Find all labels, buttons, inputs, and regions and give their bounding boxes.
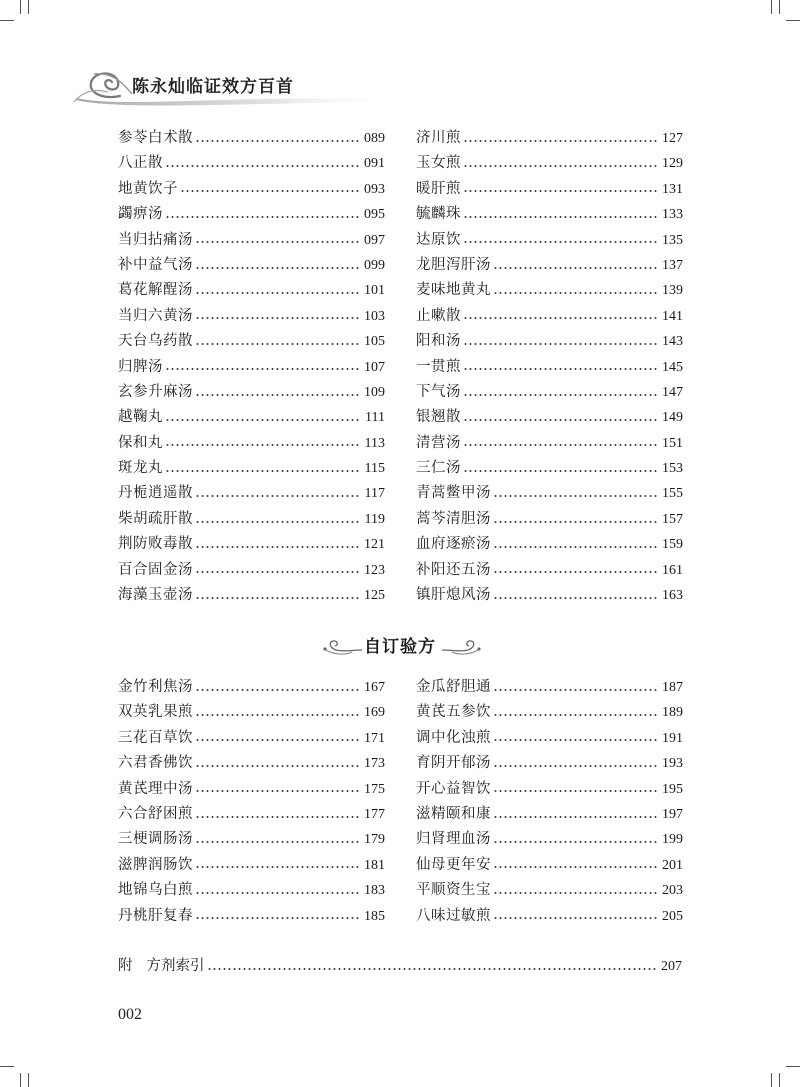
toc-entry-title: 补阳还五汤 bbox=[416, 561, 491, 578]
crop-mark-top-left-v bbox=[20, 0, 21, 14]
toc-entry-title: 阳和汤 bbox=[416, 333, 461, 350]
toc-entry[interactable] bbox=[416, 329, 683, 354]
toc-entry[interactable] bbox=[416, 304, 683, 329]
toc-entry[interactable] bbox=[118, 126, 385, 151]
toc-entry-title: 参苓白术散 bbox=[118, 130, 193, 146]
dot-leader bbox=[493, 495, 658, 497]
dot-leader bbox=[493, 892, 658, 894]
toc-entry-page: 139 bbox=[662, 283, 683, 299]
toc-entry-title: 当归拈痛汤 bbox=[118, 231, 193, 248]
toc-entry-title: 六合舒困煎 bbox=[118, 805, 193, 822]
toc-entry-title: 葛花解酲汤 bbox=[118, 282, 193, 299]
toc-entry[interactable] bbox=[416, 827, 683, 852]
dot-leader bbox=[195, 292, 360, 294]
toc-entry-page: 193 bbox=[662, 756, 683, 772]
dot-leader bbox=[493, 765, 658, 767]
toc-entry[interactable] bbox=[416, 456, 683, 481]
appendix-entry[interactable] bbox=[118, 954, 682, 979]
toc-entry[interactable] bbox=[416, 431, 683, 456]
toc-entry-page: 183 bbox=[364, 883, 385, 899]
toc-entry-title: 丹桃肝复春 bbox=[118, 907, 193, 924]
toc-entry-title: 麦味地黄丸 bbox=[416, 282, 491, 299]
toc-entry-page: 127 bbox=[662, 131, 683, 146]
dot-leader bbox=[195, 546, 360, 548]
toc-left-column bbox=[118, 126, 385, 608]
toc-entry-title: 龙胆泻肝汤 bbox=[416, 256, 491, 273]
crop-mark-top-left-v2 bbox=[28, 0, 29, 14]
toc-entry-page: 205 bbox=[662, 908, 683, 924]
crop-mark-bottom-left-v bbox=[20, 1073, 21, 1087]
toc-entry-title: 金竹利焦汤 bbox=[118, 679, 193, 695]
toc-entry-title: 越鞠丸 bbox=[118, 409, 163, 426]
toc-entry[interactable] bbox=[416, 878, 683, 903]
toc-entry-title: 一贯煎 bbox=[416, 358, 461, 375]
toc-entry-page: 123 bbox=[364, 562, 385, 578]
dot-leader bbox=[195, 714, 360, 716]
toc-entry-page: 167 bbox=[364, 680, 385, 695]
toc-entry-title: 玉女煎 bbox=[416, 155, 461, 172]
dot-leader bbox=[463, 241, 658, 243]
toc-entry-title: 八味过敏煎 bbox=[416, 907, 491, 924]
toc-entry[interactable] bbox=[118, 700, 385, 725]
dot-leader bbox=[493, 521, 658, 523]
toc-entry-title: 蒿芩清胆汤 bbox=[416, 510, 491, 527]
toc-entry[interactable] bbox=[118, 329, 385, 354]
toc-entry-page: 159 bbox=[662, 537, 683, 553]
toc-entry-title: 暖肝煎 bbox=[416, 180, 461, 197]
toc-entry-page: 137 bbox=[662, 257, 683, 273]
toc-entry-title: 滋脾润肠饮 bbox=[118, 856, 193, 873]
toc-entry-page: 095 bbox=[364, 207, 385, 223]
toc-entry[interactable] bbox=[416, 802, 683, 827]
toc-entry-page: 187 bbox=[662, 680, 683, 695]
crop-mark-bottom-right-h bbox=[786, 1066, 800, 1067]
right-scroll-ornament-icon bbox=[440, 638, 482, 656]
toc-entry-title: 仙母更年安 bbox=[416, 856, 491, 873]
toc-entry-page: 147 bbox=[662, 384, 683, 400]
toc-entry-page: 153 bbox=[662, 461, 683, 477]
toc-entry-title: 保和丸 bbox=[118, 434, 163, 451]
toc-entry[interactable] bbox=[118, 878, 385, 903]
dot-leader bbox=[165, 368, 360, 370]
dot-leader bbox=[165, 444, 361, 446]
toc-entry[interactable] bbox=[118, 228, 385, 253]
dot-leader bbox=[195, 140, 360, 142]
toc-entry[interactable] bbox=[416, 726, 683, 751]
dot-leader bbox=[463, 165, 658, 167]
dot-leader bbox=[493, 866, 658, 868]
dot-leader bbox=[165, 470, 361, 472]
dot-leader bbox=[463, 216, 658, 218]
dot-leader bbox=[195, 816, 360, 818]
dot-leader bbox=[195, 597, 360, 599]
toc-entry-title: 毓麟珠 bbox=[416, 206, 461, 223]
toc-entry[interactable] bbox=[118, 278, 385, 303]
toc-entry[interactable] bbox=[118, 827, 385, 852]
dot-leader bbox=[195, 394, 360, 396]
toc-entry[interactable] bbox=[416, 777, 683, 802]
toc-entry-title: 地黄饮子 bbox=[118, 180, 178, 197]
toc-section2-right-column bbox=[416, 675, 683, 929]
toc-entry-page: 203 bbox=[662, 883, 683, 899]
toc-entry-title: 清营汤 bbox=[416, 434, 461, 451]
appendix-page: 207 bbox=[661, 959, 682, 974]
toc-section2-left-column bbox=[118, 675, 385, 929]
crop-mark-bottom-right-v2 bbox=[779, 1073, 780, 1087]
toc-entry-title: 金瓜舒胆通 bbox=[416, 679, 491, 695]
toc-entry[interactable] bbox=[118, 177, 385, 202]
toc-entry[interactable] bbox=[118, 777, 385, 802]
toc-entry-page: 191 bbox=[662, 730, 683, 746]
toc-entry-title: 百合固金汤 bbox=[118, 561, 193, 578]
dot-leader bbox=[195, 790, 360, 792]
crop-mark-top-right-h bbox=[786, 20, 800, 21]
toc-entry-page: 107 bbox=[364, 359, 385, 375]
toc-entry[interactable] bbox=[118, 304, 385, 329]
toc-entry[interactable] bbox=[118, 802, 385, 827]
toc-entry-page: 103 bbox=[364, 308, 385, 324]
crop-mark-top-right-v2 bbox=[779, 0, 780, 14]
toc-entry-page: 091 bbox=[364, 156, 385, 172]
toc-entry[interactable] bbox=[118, 583, 385, 608]
toc-entry-page: 181 bbox=[364, 857, 385, 873]
toc-entry[interactable] bbox=[416, 675, 683, 700]
toc-entry-title: 镇肝熄风汤 bbox=[416, 587, 491, 604]
dot-leader bbox=[195, 571, 360, 573]
toc-entry[interactable] bbox=[416, 355, 683, 380]
dot-leader bbox=[195, 841, 360, 843]
left-scroll-ornament-icon bbox=[322, 638, 364, 656]
toc-entry-title: 荆防败毒散 bbox=[118, 536, 193, 553]
toc-entry[interactable] bbox=[118, 675, 385, 700]
dot-leader bbox=[463, 317, 658, 319]
toc-entry[interactable] bbox=[118, 253, 385, 278]
toc-entry-title: 玄参升麻汤 bbox=[118, 383, 193, 400]
toc-entry-title: 银翘散 bbox=[416, 409, 461, 426]
toc-entry-page: 133 bbox=[662, 207, 683, 223]
toc-entry-page: 197 bbox=[662, 806, 683, 822]
toc-entry[interactable] bbox=[416, 228, 683, 253]
dot-leader bbox=[493, 292, 658, 294]
toc-entry-page: 135 bbox=[662, 232, 683, 248]
dot-leader bbox=[493, 917, 658, 919]
toc-entry-title: 育阴开郁汤 bbox=[416, 755, 491, 772]
toc-entry-title: 下气汤 bbox=[416, 383, 461, 400]
dot-leader bbox=[463, 368, 658, 370]
toc-entry-title: 三仁汤 bbox=[416, 460, 461, 477]
toc-entry-page: 125 bbox=[364, 588, 385, 604]
toc-entry-page: 089 bbox=[364, 131, 385, 146]
toc-entry-title: 补中益气汤 bbox=[118, 256, 193, 273]
toc-entry-page: 171 bbox=[364, 730, 385, 746]
toc-entry-page: 195 bbox=[662, 781, 683, 797]
dot-leader bbox=[463, 343, 658, 345]
toc-entry-page: 163 bbox=[662, 588, 683, 604]
toc-entry-title: 滋精颐和康 bbox=[416, 805, 491, 822]
dot-leader bbox=[165, 419, 361, 421]
toc-entry[interactable] bbox=[416, 177, 683, 202]
dot-leader bbox=[180, 190, 360, 192]
dot-leader bbox=[493, 714, 658, 716]
toc-entry-title: 黄芪五参饮 bbox=[416, 704, 491, 721]
toc-entry[interactable] bbox=[118, 507, 385, 532]
toc-entry-page: 161 bbox=[662, 562, 683, 578]
toc-entry-page: 105 bbox=[364, 334, 385, 350]
toc-entry[interactable] bbox=[118, 202, 385, 227]
toc-entry-page: 097 bbox=[364, 232, 385, 248]
toc-entry[interactable] bbox=[416, 583, 683, 608]
dot-leader bbox=[493, 790, 658, 792]
toc-entry-title: 黄芪理中汤 bbox=[118, 780, 193, 797]
toc-entry-title: 天台乌药散 bbox=[118, 333, 193, 350]
dot-leader bbox=[165, 216, 360, 218]
toc-entry-title: 三梗调肠汤 bbox=[118, 831, 193, 848]
dot-leader bbox=[165, 165, 360, 167]
toc-entry[interactable] bbox=[416, 751, 683, 776]
appendix-title: 方剂索引 bbox=[146, 958, 205, 974]
toc-entry[interactable] bbox=[416, 532, 683, 557]
toc-entry[interactable] bbox=[118, 380, 385, 405]
dot-leader bbox=[195, 892, 360, 894]
dot-leader bbox=[463, 190, 658, 192]
toc-entry[interactable] bbox=[416, 558, 683, 583]
toc-entry[interactable] bbox=[416, 202, 683, 227]
toc-entry[interactable] bbox=[416, 253, 683, 278]
toc-entry-page: 201 bbox=[662, 857, 683, 873]
crop-mark-bottom-right-v bbox=[771, 1073, 772, 1087]
toc-entry[interactable] bbox=[118, 431, 385, 456]
page-number: 002 bbox=[118, 1006, 142, 1023]
toc-entry-title: 蠲痹汤 bbox=[118, 206, 163, 223]
toc-entry-title: 归脾汤 bbox=[118, 358, 163, 375]
toc-entry-page: 185 bbox=[364, 908, 385, 924]
toc-entry[interactable] bbox=[416, 380, 683, 405]
toc-entry[interactable] bbox=[118, 904, 385, 929]
toc-entry-page: 189 bbox=[662, 705, 683, 721]
toc-entry-page: 099 bbox=[364, 257, 385, 273]
toc-entry-title: 当归六黄汤 bbox=[118, 307, 193, 324]
toc-entry[interactable] bbox=[118, 456, 385, 481]
dot-leader bbox=[493, 841, 658, 843]
toc-entry[interactable] bbox=[416, 507, 683, 532]
dot-leader bbox=[493, 689, 658, 691]
dot-leader bbox=[195, 267, 360, 269]
toc-right-column bbox=[416, 126, 683, 608]
toc-entry-title: 开心益智饮 bbox=[416, 780, 491, 797]
dot-leader bbox=[493, 597, 658, 599]
dot-leader bbox=[195, 495, 361, 497]
crop-mark-top-right-v bbox=[771, 0, 772, 14]
dot-leader bbox=[493, 546, 658, 548]
toc-entry-title: 平顺资生宝 bbox=[416, 882, 491, 899]
toc-entry-page: 179 bbox=[364, 832, 385, 848]
crop-mark-top-left-h bbox=[0, 20, 14, 21]
toc-entry-page: 113 bbox=[364, 435, 385, 451]
toc-entry-page: 155 bbox=[662, 486, 683, 502]
toc-entry-page: 129 bbox=[662, 156, 683, 172]
toc-entry-title: 柴胡疏肝散 bbox=[118, 510, 193, 527]
toc-entry-title: 八正散 bbox=[118, 155, 163, 172]
toc-entry[interactable] bbox=[416, 904, 683, 929]
crop-mark-bottom-left-v2 bbox=[28, 1073, 29, 1087]
toc-entry[interactable] bbox=[118, 151, 385, 176]
toc-entry-title: 血府逐瘀汤 bbox=[416, 536, 491, 553]
toc-entry[interactable] bbox=[416, 700, 683, 725]
dot-leader bbox=[195, 521, 361, 523]
toc-entry[interactable] bbox=[118, 726, 385, 751]
dot-leader bbox=[493, 267, 658, 269]
toc-entry-title: 三花百草饮 bbox=[118, 729, 193, 746]
toc-entry-page: 157 bbox=[662, 511, 683, 527]
running-header bbox=[72, 58, 402, 110]
toc-entry-page: 101 bbox=[364, 283, 385, 299]
toc-entry-page: 131 bbox=[662, 181, 683, 197]
toc-entry[interactable] bbox=[416, 481, 683, 506]
toc-entry-page: 109 bbox=[364, 384, 385, 400]
dot-leader bbox=[195, 765, 360, 767]
toc-entry-title: 调中化浊煎 bbox=[416, 729, 491, 746]
toc-entry-title: 青蒿鳖甲汤 bbox=[416, 485, 491, 502]
toc-entry-title: 地锦乌白煎 bbox=[118, 882, 193, 899]
toc-entry-page: 169 bbox=[364, 705, 385, 721]
toc-entry[interactable] bbox=[118, 751, 385, 776]
dot-leader bbox=[493, 571, 658, 573]
toc-entry-page: 143 bbox=[662, 334, 683, 350]
toc-entry-page: 151 bbox=[662, 435, 683, 451]
dot-leader bbox=[195, 689, 360, 691]
toc-entry[interactable] bbox=[416, 278, 683, 303]
toc-entry[interactable] bbox=[118, 405, 385, 430]
toc-entry-title: 济川煎 bbox=[416, 130, 461, 146]
section-heading bbox=[300, 632, 500, 662]
toc-entry-page: 141 bbox=[662, 308, 683, 324]
toc-entry-page: 117 bbox=[364, 486, 385, 502]
toc-entry-page: 119 bbox=[364, 511, 385, 527]
dot-leader bbox=[493, 816, 658, 818]
toc-entry[interactable] bbox=[416, 405, 683, 430]
toc-entry-title: 六君香佛饮 bbox=[118, 755, 193, 772]
toc-entry-title: 丹栀逍遥散 bbox=[118, 485, 193, 502]
toc-entry[interactable] bbox=[118, 853, 385, 878]
toc-entry-title: 斑龙丸 bbox=[118, 460, 163, 477]
dot-leader bbox=[463, 140, 658, 142]
toc-entry-title: 止嗽散 bbox=[416, 307, 461, 324]
dot-leader bbox=[195, 317, 360, 319]
toc-entry-page: 121 bbox=[364, 537, 385, 553]
toc-entry-page: 177 bbox=[364, 806, 385, 822]
toc-entry-title: 达原饮 bbox=[416, 231, 461, 248]
toc-entry-title: 双英乳果煎 bbox=[118, 704, 193, 721]
appendix-prefix: 附 bbox=[118, 958, 133, 974]
dot-leader bbox=[195, 343, 360, 345]
toc-entry-page: 199 bbox=[662, 832, 683, 848]
dot-leader bbox=[207, 968, 658, 970]
toc-entry-page: 145 bbox=[662, 359, 683, 375]
dot-leader bbox=[463, 419, 658, 421]
section-heading-label: 自订验方 bbox=[364, 637, 436, 657]
toc-entry[interactable] bbox=[416, 151, 683, 176]
dot-leader bbox=[195, 739, 360, 741]
dot-leader bbox=[493, 739, 658, 741]
toc-entry[interactable] bbox=[416, 126, 683, 151]
toc-entry[interactable] bbox=[118, 532, 385, 557]
dot-leader bbox=[463, 394, 658, 396]
toc-entry-page: 175 bbox=[364, 781, 385, 797]
toc-entry-title: 归肾理血汤 bbox=[416, 831, 491, 848]
toc-entry[interactable] bbox=[118, 355, 385, 380]
toc-entry[interactable] bbox=[118, 558, 385, 583]
toc-entry-title: 海藻玉壶汤 bbox=[118, 587, 193, 604]
dot-leader bbox=[463, 470, 658, 472]
toc-entry[interactable] bbox=[416, 853, 683, 878]
dot-leader bbox=[195, 866, 360, 868]
header-title: 陈永灿临证效方百首 bbox=[132, 77, 294, 97]
dot-leader bbox=[195, 917, 360, 919]
toc-entry-page: 093 bbox=[364, 181, 385, 197]
toc-entry-page: 111 bbox=[365, 410, 385, 426]
dot-leader bbox=[463, 444, 658, 446]
dot-leader bbox=[195, 241, 360, 243]
toc-entry-page: 149 bbox=[662, 410, 683, 426]
toc-entry[interactable] bbox=[118, 481, 385, 506]
toc-entry-page: 115 bbox=[364, 461, 385, 477]
crop-mark-bottom-left-h bbox=[0, 1066, 14, 1067]
toc-entry-page: 173 bbox=[364, 756, 385, 772]
